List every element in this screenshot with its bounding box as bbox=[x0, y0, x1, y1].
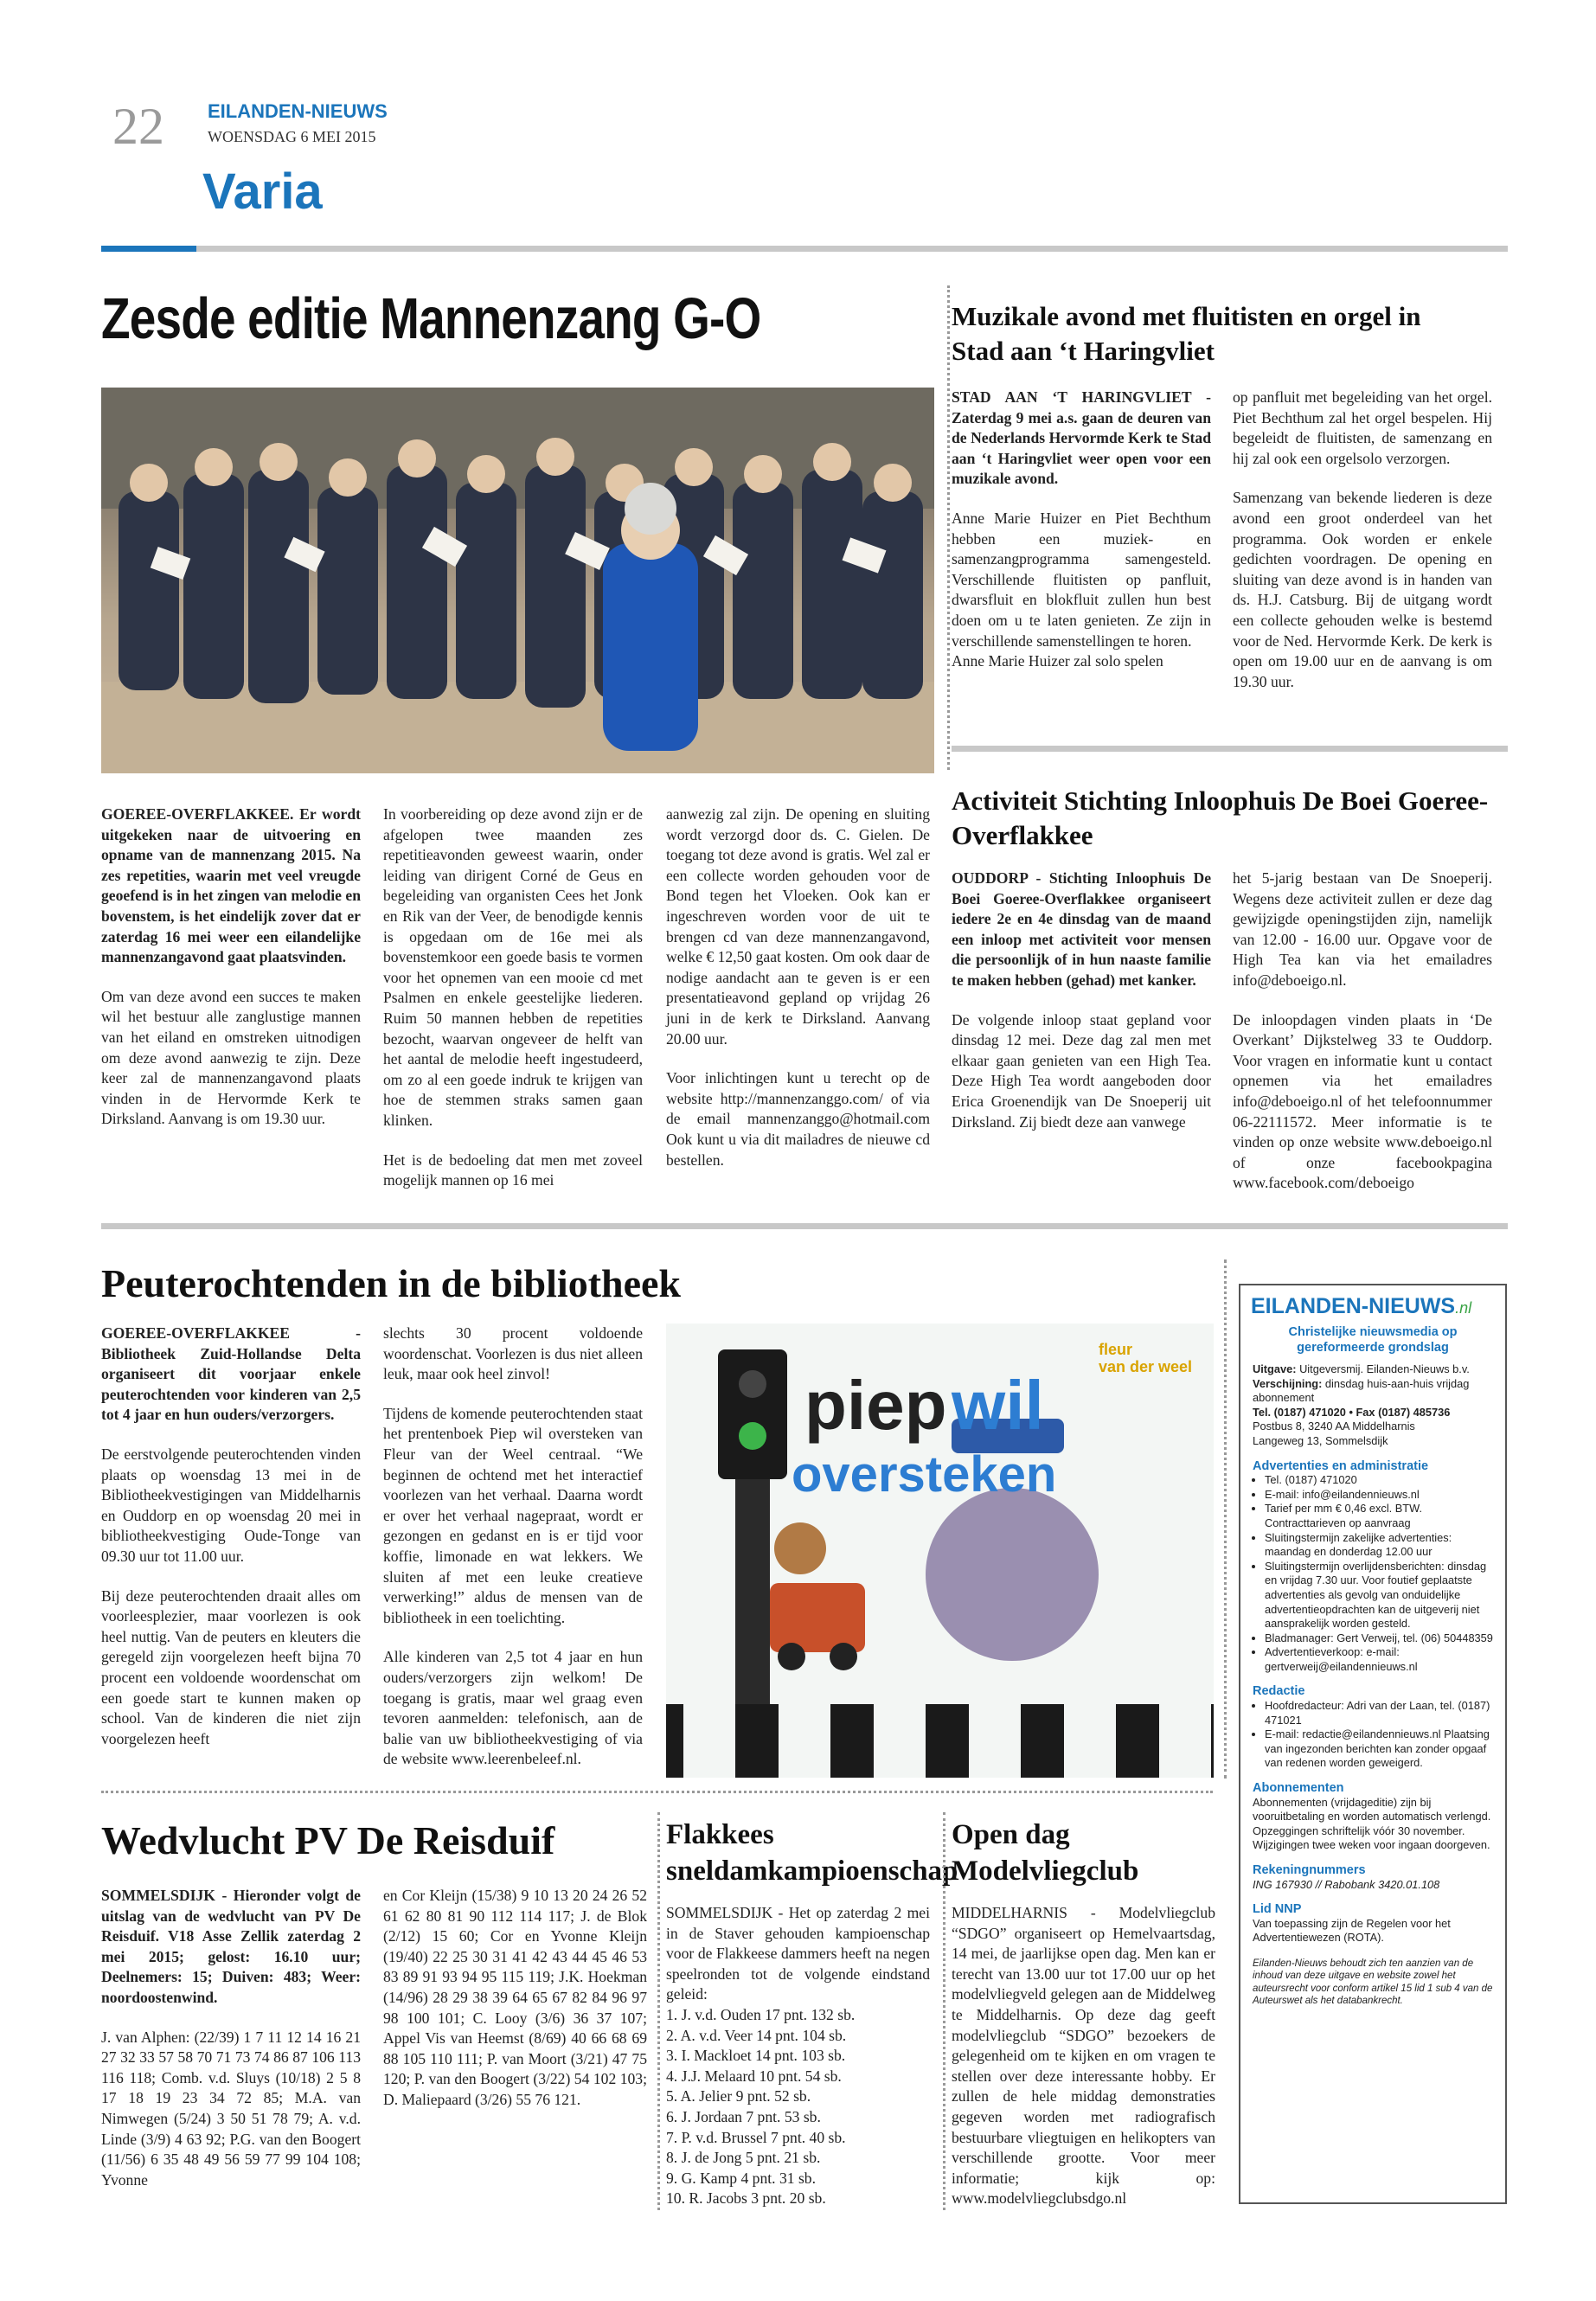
inloophuis-paragraph: De volgende inloop staat gepland voor dinsdag 12 mei. Deze dag zal men met elkaar gaan genieten van een High Tea. Deze High Tea wordt aangeboden door Erica Groenendijk van De Snoeperij uit Dirksland. Zij biedt deze aan vanwege bbox=[952, 1010, 1211, 1131]
muzikale-paragraph: Anne Marie Huizer en Piet Bechthum hebben een muziek- en samenzangprogramma samengesteld. Verschillende fluitisten op panfluit, dwarsfluit en blokfluit zullen hun best doen om u te laten genieten. Ze zijn in verschillende samenstellingen te horen. bbox=[952, 509, 1211, 650]
sneldam-standings bbox=[666, 2005, 930, 2209]
header-rule bbox=[196, 246, 1508, 252]
colophon-heading: Advertenties en administratie bbox=[1253, 1458, 1429, 1473]
colophon-item: • E-mail: info@eilandennieuws.nl bbox=[1265, 1488, 1493, 1503]
colophon-item: • Bladmanager: Gert Verweij, tel. (06) 50448359 bbox=[1265, 1631, 1493, 1646]
colophon-text: Van toepassing zijn de Regelen voor het Advertentiewezen (ROTA). bbox=[1253, 1916, 1451, 1945]
book-title-wil: wil bbox=[952, 1367, 1044, 1444]
muzikale-paragraph: op panfluit met begeleiding van het orgel. Piet Bechthum zal het orgel bespelen. Hij begeleidt de fluitisten, de samenzang en hij zal ook een orgelsolo verzorgen. bbox=[1233, 388, 1492, 467]
article-title-modelvliegclub: Open dag Modelvliegclub bbox=[952, 1819, 1139, 1887]
standings-row: 5. A. Jelier 9 pnt. 52 sb. bbox=[666, 2087, 811, 2106]
standings-row: 1. J. v.d. Ouden 17 pnt. 132 sb. bbox=[666, 2005, 856, 2023]
article-title-mannenzang: Zesde editie Mannenzang G-O bbox=[101, 286, 761, 351]
colophon-text: ING 167930 // Rabobank 3420.01.108 bbox=[1253, 1877, 1440, 1891]
colophon-logo-text: EILANDEN-NIEUWS bbox=[1251, 1294, 1456, 1318]
colophon-item: • Tel. (0187) 471020 bbox=[1265, 1473, 1493, 1488]
colophon-item: • Advertentieverkoop: e-mail: gertverweij@eilandennieuws.nl bbox=[1265, 1645, 1493, 1674]
muzikale-paragraph: Samenzang van bekende liederen is deze avond een groot onderdeel van het programma. Ook worden er enkele gedichten voordragen. De opening en sluiting van deze avond is in handen van ds. H.J. Catsburg. Bij de uitgang wordt een collecte gehouden welke is bestemd voor de Ned. Hervormde Kerk. De kerk is open om 19.00 uur en de aanvang is om 19.30 uur. bbox=[1233, 489, 1492, 690]
colophon-heading: Lid NNP bbox=[1253, 1902, 1302, 1917]
colophon-item: • Sluitingstermijn overlijdensberichten: dinsdag en vrijdag 7.30 uur. Voor foutief geplaatste advertenties als gevolg van onduidelijke advertentieopdrachten kan de uitgeverij niet aansprakelijk worden gesteld. bbox=[1265, 1560, 1493, 1631]
wedvlucht-lead: SOMMELSDIJK - Hieronder volgt de uitslag van de wedvlucht van PV De Reisduif. V18 Asse Zellik zaterdag 2 mei 2015; gelost: 16.10 uur; Deelnemers: 15; Duiven: 483; Weer: noordoostenwind. bbox=[101, 1887, 361, 2006]
book-author-line: van der weel bbox=[1099, 1358, 1193, 1375]
inloophuis-lead: OUDDORP - Stichting Inloophuis De Boei Goeree-Overflakkee organiseert iedere 2e en 4e dinsdag van de maand een inloop met activiteit voor mensen die persoonlijk of in hun naaste familie te maken hebben (gehad) met kanker. bbox=[952, 869, 1211, 989]
wedvlucht-column-2 bbox=[383, 1886, 647, 2130]
colophon-tagline: Christelijke nieuwsmedia op gereformeerde grondslag bbox=[1288, 1325, 1458, 1355]
standings-row: 4. J.J. Melaard 10 pnt. 54 sb. bbox=[666, 2067, 842, 2085]
standings-row: 9. G. Kamp 4 pnt. 31 sb. bbox=[666, 2169, 816, 2187]
wedvlucht-results: en Cor Kleijn (15/38) 9 10 13 20 24 26 52 61 62 80 81 90 112 114 117; J. de Blok (2/12) 15 60; Cor en Yvonne Kleijn (19/40) 22 25 30 31 41 42 43 44 45 46 53 83 89 91 93 94 95 115 119; J.K. Hoekman (14/96) 28 29 38 39 64 65 67 82 84 96 97 98 100 101; C. Looy (3/6) 36 37 107; Appel Vis van Heemst (8/69) 40 66 68 69 88 105 110 111; P. van Moort (3/21) 47 75 120; P. van den Boogert (3/22) 54 102 103; D. Maliepaard (3/26) 55 76 121. bbox=[383, 1887, 647, 2108]
book-author bbox=[1099, 1341, 1192, 1375]
peuter-paragraph: Tijdens de komende peuterochtenden staat het prentenboek Piep wil oversteken van Fleur van der Weel centraal. “We beginnen de ochtend met het interactief voorlezen van het verhaal. Daarna wordt er over het verhaal nagepraat, wordt er gezongen en gedanst en is er tijd voor koffie, limonade en wat lekkers. We sluiten af met een leuke creatieve verwerking!” aldus de mensen van de bibliotheek in een toelichting. bbox=[383, 1404, 643, 1626]
standings-row: 10. R. Jacobs 3 pnt. 20 sb. bbox=[666, 2189, 826, 2208]
issue-date: WOENSDAG 6 MEI 2015 bbox=[208, 128, 376, 145]
inloophuis-paragraph: De inloopdagen vinden plaats in ‘De Overkant’ Dijkstelweg 33 te Ouddorp. Voor vragen en informatie kunt u contact opnemen via het emailadres info@deboeigo.nl of het telefoonnummer 06-22111572. Meer informatie is te vinden op onze website www.deboeigo.nl of onze facebookpagina www.facebook.com/deboeigo bbox=[1233, 1010, 1492, 1192]
article-title-inloophuis: Activiteit Stichting Inloophuis De Boei Goeree-Overflakkee bbox=[952, 785, 1489, 850]
mannenzang-paragraph: Om van deze avond een succes te maken wil het bestuur alle zanglustige mannen van het eiland en omstreken uitnodigen om deze avond aanwezig te zijn. Deze keer zal de mannenzangavond plaats vinden in de Hervormde Kerk te Dirksland. Aanvang is om 19.30 uur. bbox=[101, 987, 361, 1128]
column-divider bbox=[657, 1812, 660, 2210]
mannenzang-paragraph: In voorbereiding op deze avond zijn er de afgelopen twee maanden zes repetitieavonden geweest waarin, onder leiding van dirigent Corné de Geus en begeleiding van organisten Cees het Jonk en Rik van der Veer, de benodigde kennis is opgedaan om de 16e mei als bovenstemkoor een goede basis te vormen voor het opnemen van een mooie cd met Psalmen en enkele geestelijke liederen. Ruim 50 mannen hebben de repetities bezocht, waarvan ongeveer de helft van het aantal de melodie heeft ingestudeerd, om zo al een goede indruk te krijgen van hoe de stemmen straks samen gaan klinken. bbox=[383, 805, 643, 1129]
peuter-lead: GOEREE-OVERFLAKKEE - Bibliotheek Zuid-Hollandse Delta organiseert dit voorjaar enkele peuterochtenden voor kinderen van 2,5 tot 4 jaar en hun ouders/verzorgers. bbox=[101, 1324, 361, 1424]
column-divider bbox=[943, 1812, 945, 2210]
mannenzang-lead: GOEREE-OVERFLAKKEE. Er wordt uitgekeken naar de uitvoering en opname van de mannenzang 2015. Na zes repetities, waarin met veel vreugde geoefend is in het zingen van melodie en bovenstem, is het eindelijk zover dat er zaterdag 16 mei weer een eilandelijke mannenzangavond gaat plaatsvinden. bbox=[101, 805, 361, 966]
standings-row: 8. J. de Jong 5 pnt. 21 sb. bbox=[666, 2149, 821, 2167]
colophon-item: • Hoofdredacteur: Adri van der Laan, tel. (0187) 471021 bbox=[1265, 1699, 1493, 1727]
section-divider bbox=[101, 1791, 1213, 1793]
peuter-paragraph: De eerstvolgende peuterochtenden vinden plaats op woensdag 13 mei in de Bibliotheekvestigingen van Middelharnis en Ouddorp en op woensdag 20 mei in bibliotheekvestiging Oude-Tonge van 09.30 uur tot 11.00 uur. bbox=[101, 1445, 361, 1565]
colophon-value: dinsdag huis-aan-huis vrijdag abonnement bbox=[1253, 1376, 1470, 1405]
article-title-peuterochtenden: Peuterochtenden in de bibliotheek bbox=[101, 1261, 682, 1305]
muzikale-paragraph: Anne Marie Huizer zal solo spelen bbox=[952, 652, 1163, 670]
peuter-column-1 bbox=[101, 1324, 361, 1768]
section-rule bbox=[101, 1223, 1508, 1229]
peuter-column-2 bbox=[383, 1324, 643, 1789]
section-title: Varia bbox=[202, 163, 323, 220]
book-cover-image bbox=[666, 1324, 1214, 1778]
colophon-logo bbox=[1251, 1294, 1495, 1319]
muzikale-column-1 bbox=[952, 388, 1211, 691]
colophon-text: Abonnementen (vrijdageditie) zijn bij vooruitbetaling en worden automatisch verlengd. Opzeggingen schriftelijk vóór 30 november. Wijzigingen twee weken voor ingaan doorgeven. bbox=[1253, 1795, 1491, 1852]
sneldam-column bbox=[666, 1903, 930, 2209]
muzikale-column-2 bbox=[1233, 388, 1492, 711]
standings-row: 3. I. Mackloet 14 pnt. 103 sb. bbox=[666, 2047, 846, 2065]
peuter-paragraph: slechts 30 procent voldoende woordenschat. Voorlezen is dus niet alleen leuk, maar ook heel zinvol! bbox=[383, 1324, 643, 1383]
mannenzang-column-2 bbox=[383, 804, 643, 1210]
colophon-item: • Sluitingstermijn zakelijke advertenties: maandag en donderdag 12.00 uur bbox=[1265, 1531, 1493, 1560]
colophon-heading: Abonnementen bbox=[1253, 1781, 1344, 1796]
wedvlucht-column-1 bbox=[101, 1886, 361, 2209]
book-title-oversteken: oversteken bbox=[792, 1446, 1057, 1503]
muzikale-lead: STAD AAN ‘T HARINGVLIET - Zaterdag 9 mei a.s. gaan de deuren van de Nederlands Hervormde Kerk te Stad aan ‘t Haringvliet weer open voor een muzikale avond. bbox=[952, 388, 1211, 488]
mannenzang-paragraph: aanwezig zal zijn. De opening en sluiting wordt verzorgd door ds. C. Gielen. De toegang tot deze avond is gratis. Wel zal er een collecte worden gehouden voor de Bond tegen het Vloeken. Ook kan er ingeschreven worden voor de uit te brengen cd van deze mannenzangavond, welke € 12,50 gaat kosten. Om ook daar de nodige aandacht aan te geven is er een presentatieavond gepland op vrijdag 26 juni in de kerk te Dirksland. Aanvang 20.00 uur. bbox=[666, 805, 930, 1048]
mannenzang-paragraph: Voor inlichtingen kunt u terecht op de website http://mannenzanggo.com/ of via de email mannenzanggo@hotmail.com Ook kunt u via dit mailadres de nieuwe cd bestellen. bbox=[666, 1069, 930, 1169]
choir-photo-illustration bbox=[101, 388, 934, 773]
colophon-heading: Rekeningnummers bbox=[1253, 1863, 1366, 1877]
mannenzang-paragraph: Het is de bedoeling dat men met zoveel mogelijk mannen op 16 mei bbox=[383, 1150, 643, 1189]
standings-row: 6. J. Jordaan 7 pnt. 53 sb. bbox=[666, 2107, 821, 2125]
colophon-address: Postbus 8, 3240 AA Middelharnis bbox=[1253, 1420, 1415, 1433]
standings-row: 2. A. v.d. Veer 14 pnt. 104 sb. bbox=[666, 2026, 847, 2044]
page-number: 22 bbox=[112, 98, 164, 155]
peuter-paragraph: Bij deze peuterochtenden draait alles om voorleesplezier, maar voorlezen is ook heel nuttig. Van de peuters en kleuters die geregeld zijn voorgelezen heeft bijna 70 procent een voldoende woordenschat om een goede start te kunnen maken op school. Van de kinderen die niet zijn voorgelezen heeft bbox=[101, 1586, 361, 1747]
colophon-item: • Tarief per mm € 0,46 excl. BTW. Contracttarieven op aanvraag bbox=[1265, 1502, 1493, 1530]
mannenzang-column-3 bbox=[666, 804, 930, 1189]
sneldam-intro: SOMMELSDIJK - Het op zaterdag 2 mei in de Staver gehouden kampioenschap voor de Flakkeese dammers heeft na negen speelronden tot de volgende eindstand geleid: bbox=[666, 1904, 930, 2003]
colophon-box bbox=[1239, 1284, 1507, 2204]
colophon-heading: Redactie bbox=[1253, 1684, 1305, 1699]
inloophuis-column-1 bbox=[952, 868, 1211, 1151]
inloophuis-column-2 bbox=[1233, 868, 1492, 1213]
colophon-telfax: Tel. (0187) 471020 • Fax (0187) 485736 bbox=[1253, 1405, 1451, 1419]
colophon-label: Verschijning: bbox=[1253, 1376, 1323, 1390]
modelvlieg-paragraph: MIDDELHARNIS - Modelvliegclub “SDGO” organiseert op Hemelvaartsdag, 14 mei, de jaarlijkse open dag. Men kan er terecht van 13.00 uur tot 17.00 uur op het modelvliegveld gelegen aan de Middelweg te Middelharnis. Op deze dag geeft modelvliegclub “SDGO” bezoekers de gelegenheid om te kijken en om vragen te stellen over deze interessante hobby. Er zullen de hele middag demonstraties gegeven worden met radiografisch bestuurbare vliegtuigen en helikopters van verschillende grootte. Voor meer informatie; kijk op: www.modelvliegclubsdgo.nl bbox=[952, 1904, 1215, 2208]
modelvlieg-column bbox=[952, 1903, 1215, 2228]
header-rule-accent bbox=[101, 246, 196, 252]
colophon-label: Uitgave: bbox=[1253, 1362, 1297, 1375]
article-title-wedvlucht: Wedvlucht PV De Reisduif bbox=[101, 1818, 555, 1862]
peuter-paragraph: Alle kinderen van 2,5 tot 4 jaar en hun ouders/verzorgers zijn welkom! De toegang is gratis, maar wel graag even tevoren aanmelden: telefonisch, aan de balie van uw bibliotheekvestiging of via de website www.leerenbeleef.nl. bbox=[383, 1648, 643, 1768]
colophon-value: Uitgeversmij. Eilanden-Nieuws b.v. bbox=[1299, 1362, 1470, 1375]
choir-photo bbox=[101, 388, 934, 773]
article-title-muzikale-avond: Muzikale avond met fluitisten en orgel in Stad aan ‘t Haringvliet bbox=[952, 301, 1421, 366]
colophon-address: Langeweg 13, Sommelsdijk bbox=[1253, 1433, 1388, 1447]
mannenzang-column-1 bbox=[101, 804, 361, 1149]
colophon-disclaimer: Eilanden-Nieuws behoudt zich ten aanzien van de inhoud van deze uitgave en website zowel het auteursrecht voor conform artikel 15 lid 1 sub 4 van de Auteurswet als het databankrecht. bbox=[1253, 1958, 1493, 2007]
book-title-piep: piep bbox=[804, 1367, 947, 1444]
colophon-item: • E-mail: redactie@eilandennieuws.nl Plaatsing van ingezonden berichten kan zonder opgaaf van redenen worden geweigerd. bbox=[1265, 1727, 1493, 1771]
book-author-line: fleur bbox=[1099, 1341, 1133, 1358]
standings-row: 7. P. v.d. Brussel 7 pnt. 40 sb. bbox=[666, 2128, 846, 2146]
colophon-logo-suffix: .nl bbox=[1455, 1299, 1472, 1317]
column-divider bbox=[947, 285, 950, 770]
section-rule bbox=[952, 746, 1508, 752]
column-divider bbox=[1224, 1259, 1227, 1779]
article-title-sneldam: Flakkees sneldamkampioenschap bbox=[666, 1819, 958, 1887]
wedvlucht-results: J. van Alphen: (22/39) 1 7 11 12 14 16 21 27 32 33 57 58 70 71 73 74 86 87 106 113 116 118; Comb. v.d. Sluys (10/18) 2 5 8 17 18 19 23 34 72 85; M.A. van Nimwegen (5/24) 3 50 51 78 79; A. v.d. Linde (3/9) 4 63 92; P.G. van den Boogert (11/56) 6 35 48 49 56 59 77 99 104 108; Yvonne bbox=[101, 2028, 361, 2189]
masthead-logo: EILANDEN-NIEUWS bbox=[208, 100, 388, 122]
inloophuis-paragraph: het 5-jarig bestaan van De Snoeperij. Wegens deze activiteit zullen er deze dag gewijzigde openingstijden zijn, namelijk van 12.00 - 16.00 uur. Opgave voor de High Tea kan via het emailadres info@deboeigo.nl. bbox=[1233, 869, 1492, 989]
